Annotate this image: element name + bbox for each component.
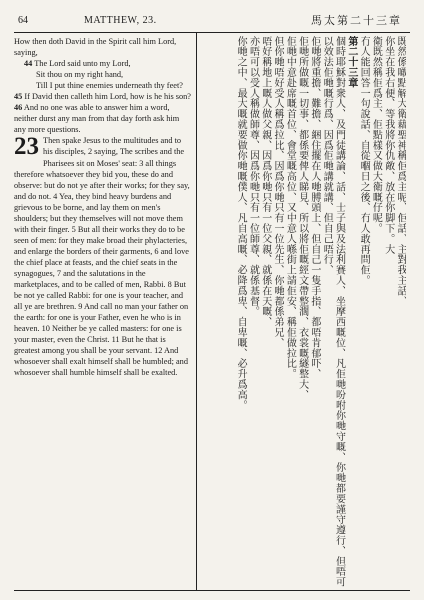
verse-number: 44 bbox=[24, 59, 33, 69]
verse-45-text: If David then calleth him Lord, how is he his son? bbox=[24, 92, 191, 102]
verse-44-line-1 bbox=[14, 58, 192, 69]
verse-44-line-2: Sit thou on my right hand, bbox=[36, 70, 124, 80]
chinese-line: 佢哋將重擔、難擔、綑住擺在人哋膊頭上、但自己一隻手指、都唔肯郁吓、 bbox=[308, 36, 320, 380]
chinese-line: 佢哋所做嘅一切事、都係要俾人睇見、所以將佢嘅經文帶整濶、衣裳嘅繸整大、 bbox=[296, 36, 308, 400]
verse-number: 45 bbox=[14, 92, 23, 102]
chinese-line: 你坐在我右便、等我將你仇敵、放在你脚下。大 bbox=[382, 36, 394, 255]
chinese-line: 冇人能回答一句說話、自從嗰日之後、冇人敢再問佢。 bbox=[358, 36, 370, 286]
chinese-line: 衛既然稱佢爲主、佢點樣又做大衛嘅仔呢。 bbox=[370, 36, 382, 234]
page-number: 64 bbox=[18, 15, 28, 26]
chapter-23-body: Then spake Jesus to the multitudes and to his disciples, 2 saying, The scribes and the Pharisees sit on Moses' seat: 3 all things therefore whatsoever they bid you, these do and observe: but do not ye after their works; for they say, and do not. 4 Yea, they bind heavy burdens and grievous to be borne, and lay them on men's shoulders; but they themselves will not move them with their finger. 5 But all their works they do to be seen of men: for they make broad their phylacteries, and enlarge the borders of their garments, 6 and love the chief place at feasts, and the chief seats in the synagogues, 7 and the salutations in the marketplaces, and to be called of men, Rabbi. 8 But be not ye called Rabbi: for one is your teacher, and all ye are brethren. 9 And call no man your father on the earth: for one is your Father, even he who is in heaven. 10 Neither be ye called masters: for one is your master, even the Christ. 11 But he that is greatest among you shall be your servant. 12 And whosoever shall exalt himself shall be humbled; and whosoever shall humble himself shall be exalted. bbox=[14, 136, 190, 378]
chinese-column bbox=[200, 36, 406, 588]
chapter-23-text bbox=[14, 135, 192, 378]
footer-rule bbox=[14, 590, 410, 591]
verse-45-46 bbox=[14, 91, 192, 135]
verse-number: 46 bbox=[14, 103, 23, 113]
verse-43-text: How then doth David in the Spirit call him Lord, saying, bbox=[14, 37, 177, 58]
column-divider bbox=[196, 32, 197, 590]
chinese-line: 唔好稱地上嘅人做父親、因爲你哋只有一位父親、就係在天嘅、 bbox=[259, 36, 271, 328]
chinese-line: 既然係噉點解大衛藉聖神稱佢爲主呢、佢話、主對我主話、 bbox=[395, 36, 406, 307]
header-rule bbox=[14, 32, 410, 33]
chinese-chapter-heading: 馬太第二十三章 bbox=[311, 15, 402, 27]
chinese-line: 佢哋中意赴席嘅首位、會堂嘅高位、又中意人喺街上請佢安、稱佢做拉比。 bbox=[284, 36, 296, 380]
chapter-number: 23 bbox=[14, 133, 39, 161]
chinese-chapter-title: 第二十三章 bbox=[345, 36, 357, 88]
verse-44-line-3: Till I put thine enemies underneath thy feet? bbox=[36, 81, 183, 91]
book-chapter-heading: MATTHEW, 23. bbox=[84, 15, 157, 26]
verse-44-text-a: The Lord said unto my Lord, bbox=[34, 59, 131, 69]
verse-46-text: And no one was able to answer him a word, neither durst any man from that day forth ask him any more questions. bbox=[14, 103, 180, 135]
page-header bbox=[14, 12, 410, 30]
english-column bbox=[14, 36, 192, 588]
chinese-line: 亦唔可以受人稱做師尊、因爲你哋只有一位師尊、就係基督。 bbox=[247, 36, 259, 317]
chinese-line: 但你哋唔好受人稱爲拉比、因爲你哋只有一位先生、你哋都係弟兄、 bbox=[272, 36, 284, 348]
chinese-line: 你哋之中、最大嘅就要做你哋嘅僕人、凡自高嘅、必降爲卑、自卑嘅、必升爲高。 bbox=[235, 36, 247, 411]
chinese-line: 個時耶穌對衆人、及門徒講論、話、士子與及法利賽人、坐摩西嘅位、凡佢哋吩咐你哋守嘅、你哋都要謹守遵行、但唔可以效法佢哋嘅行爲、因爲佢哋講就講、但自己唔行、 bbox=[321, 36, 345, 588]
